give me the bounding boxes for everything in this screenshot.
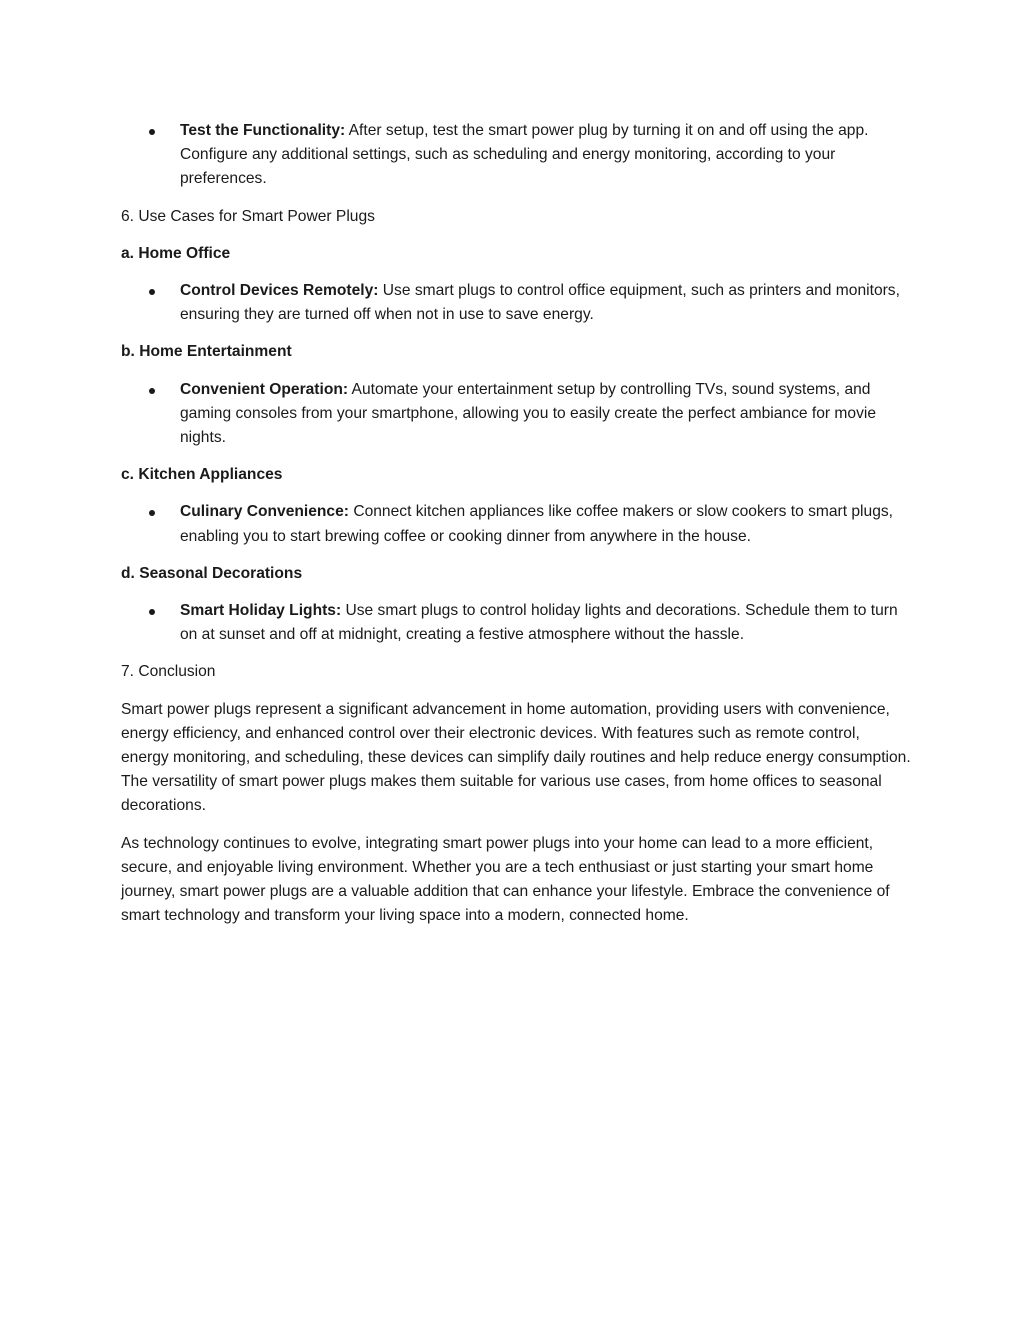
subsection-heading: b. Home Entertainment (121, 343, 292, 361)
bullet-icon (149, 289, 155, 295)
subsection-heading: a. Home Office (121, 244, 231, 262)
document-page (121, 119, 911, 941)
bullet-text: Use smart plugs to control office equipment, such as printers and monitors, ensuring they are turned off when not in use to save energy. (180, 282, 900, 324)
list-item (121, 119, 911, 192)
bullet-text: Connect kitchen appliances like coffee makers or slow cookers to smart plugs, enabling you to start brewing coffee or cooking dinner from anywhere in the house. (180, 503, 893, 545)
subsection-heading: d. Seasonal Decorations (121, 564, 303, 582)
bullet-lead: Test the Functionality: (180, 122, 346, 139)
bullet-text: Automate your entertainment setup by controlling TVs, sound systems, and gaming consoles from your smartphone, allowing you to easily create the perfect ambiance for movie nights. (180, 380, 877, 447)
section-heading: 7. Conclusion (121, 663, 216, 681)
subsection-heading: c. Kitchen Appliances (121, 466, 283, 484)
bullet-lead: Convenient Operation: (180, 380, 349, 398)
bullet-lead: Smart Holiday Lights: (180, 602, 342, 620)
list-item (121, 279, 911, 327)
bullet-icon (149, 609, 155, 615)
body-paragraph: Smart power plugs represent a significant advancement in home automation, providing users with convenience, energy efficiency, and enhanced control over their electronic devices. With features such as remote control, energy monitoring, and scheduling, these devices can simplify daily routines and help reduce energy consumption. The versatility of smart power plugs makes them suitable for various use cases, from home offices to seasonal decorations. (121, 700, 911, 815)
list-item (121, 500, 911, 548)
bullet-lead: Control Devices Remotely: (180, 282, 379, 300)
bullet-text: Use smart plugs to control holiday lights and decorations. Schedule them to turn on at sunset and off at midnight, creating a festive atmosphere without the hassle. (180, 602, 898, 644)
bullet-lead: Culinary Convenience: (180, 503, 349, 521)
bullet-icon (149, 129, 155, 135)
section-heading: 6. Use Cases for Smart Power Plugs (121, 207, 375, 225)
list-item (121, 599, 911, 647)
bullet-icon (149, 510, 155, 516)
list-item (121, 378, 911, 451)
body-paragraph: As technology continues to evolve, integrating smart power plugs into your home can lead to a more efficient, secure, and enjoyable living environment. Whether you are a tech enthusiast or just starting your smart home journey, smart power plugs are a valuable addition that can enhance your lifestyle. Embrace the convenience of smart technology and transform your living space into a modern, connected home. (121, 834, 890, 925)
bullet-icon (149, 388, 155, 394)
bullet-text: After setup, test the smart power plug by turning it on and off using the app. Configure any additional settings, such as scheduling and energy monitoring, according to your preferences. (180, 122, 869, 188)
